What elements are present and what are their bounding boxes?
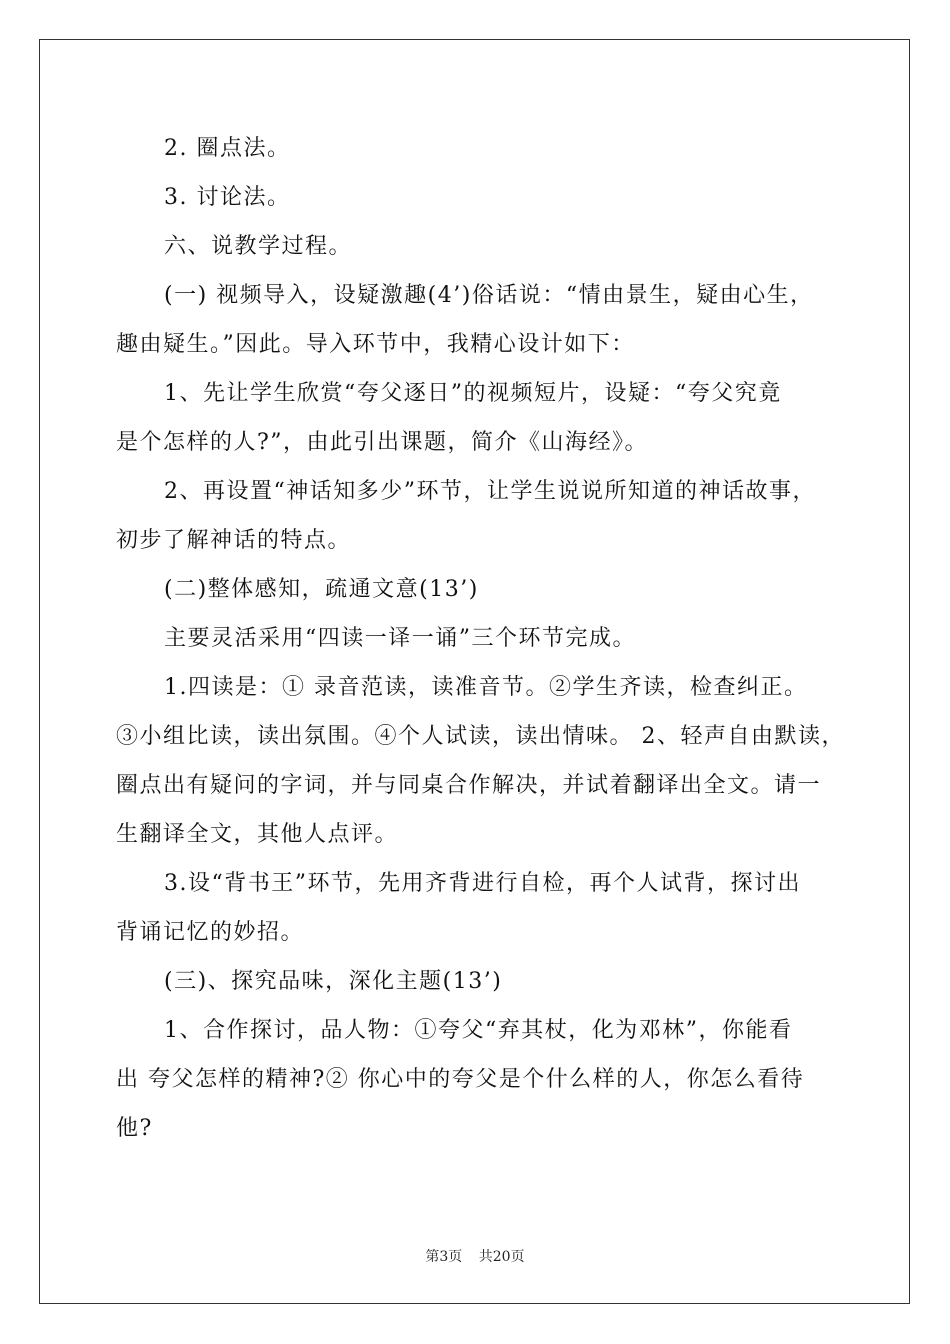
- paragraph-line: 1、合作探讨，品人物：①夸父“弃其杖，化为邓林”，你能看: [164, 1018, 793, 1043]
- page-total: 共20页: [478, 1249, 525, 1265]
- paragraph-line: 1、先让学生欣赏“夸父逐日”的视频短片，设疑：“夸父究竟: [164, 381, 782, 406]
- paragraph-line: (一) 视频导入，设疑激趣(4’)俗话说：“情由景生，疑由心生，: [164, 283, 814, 308]
- paragraph-line: 主要灵活采用“四读一译一诵”三个环节完成。: [164, 626, 636, 651]
- paragraph-line: 趣由疑生。”因此。导入环节中，我精心设计如下：: [116, 332, 635, 357]
- paragraph-line: 背诵记忆的妙招。: [116, 920, 305, 945]
- paragraph-line: (二)整体感知，疏通文意(13’): [164, 577, 479, 602]
- page-footer: [0, 1246, 950, 1266]
- paragraph-line: (三)、探究品味，深化主题(13’): [164, 969, 503, 994]
- document-body: [116, 124, 845, 1153]
- paragraph-line: 生翻译全文，其他人点评。: [116, 822, 399, 847]
- paragraph-line: 3. 讨论法。: [164, 185, 291, 210]
- paragraph-line: 他?: [116, 1116, 153, 1141]
- paragraph-line: 初步了解神话的特点。: [116, 528, 352, 553]
- paragraph-line: 六、说教学过程。: [164, 234, 353, 259]
- paragraph-line: 出 夸父怎样的精神?② 你心中的夸父是个什么样的人，你怎么看待: [116, 1067, 805, 1092]
- page-number: 第3页: [425, 1249, 463, 1265]
- paragraph-line: 1.四读是：① 录音范读，读准音节。②学生齐读，检查纠正。: [164, 675, 808, 700]
- paragraph-line: 圈点出有疑问的字词，并与同桌合作解决，并试着翻译出全文。请一: [116, 773, 822, 798]
- paragraph-line: 3.设“背书王”环节，先用齐背进行自检，再个人试背，探讨出: [164, 871, 801, 896]
- paragraph-line: 2、再设置“神话知多少”环节，让学生说说所知道的神话故事，: [164, 479, 816, 504]
- paragraph-line: 是个怎样的人?”，由此引出课题，简介《山海经》。: [116, 430, 649, 455]
- paragraph-line: 2. 圈点法。: [164, 136, 291, 161]
- paragraph-line: ③小组比读，读出氛围。④个人试读，读出情味。 2、轻声自由默读，: [116, 724, 845, 749]
